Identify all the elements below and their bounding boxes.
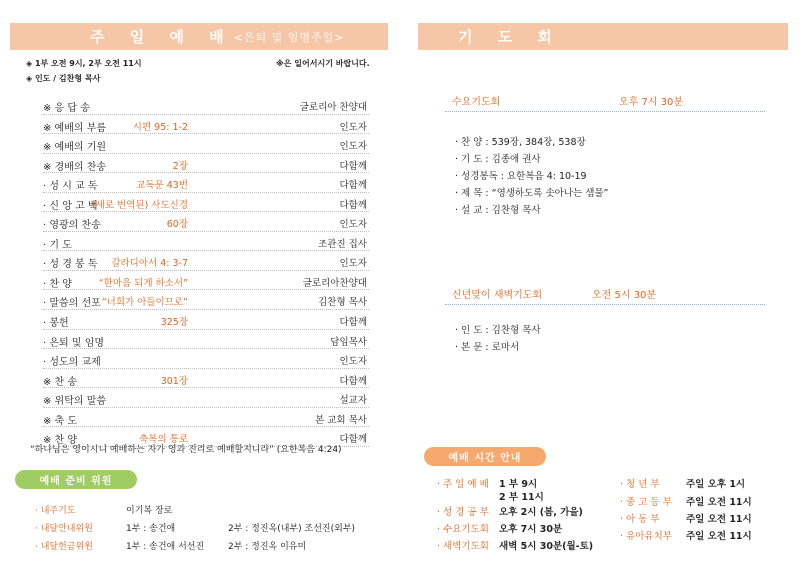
- schedule-value: 2 부 11시: [499, 492, 544, 503]
- order-item-label: · 은퇴 및 임명: [43, 337, 105, 349]
- schedule-value: 새벽 5시 30분(월-토): [499, 541, 594, 552]
- wednesday-item: · 찬 양 : 539장, 384장, 538장: [455, 137, 586, 148]
- wednesday-divider: [445, 111, 765, 112]
- schedule-value: 주일 오후 1시: [686, 479, 746, 490]
- order-item-label: · 영광의 찬송: [43, 220, 101, 232]
- wednesday-title: 수요기도회: [452, 97, 501, 108]
- schedule-label: · 청 년 부: [620, 479, 660, 490]
- order-item-leader: 김찬형 목사: [318, 297, 367, 309]
- schedule-label: · 주 일 예 배: [437, 479, 489, 490]
- schedule-value: 오후 7시 30분: [499, 524, 563, 535]
- schedule-title: 예배 시간 안내: [424, 447, 546, 466]
- schedule-left-label: [437, 521, 489, 535]
- order-item-detail: 갈라디아서 4: 3-7: [111, 258, 188, 270]
- order-item-detail: 축복의 통로: [139, 434, 188, 446]
- order-item-leader: 담임목사: [330, 336, 367, 348]
- schedule-value: 주일 오전 11시: [686, 497, 752, 508]
- order-item-detail: 301장: [160, 375, 188, 387]
- schedule-left-label: [437, 476, 489, 490]
- order-item-leader: 인도자: [339, 258, 367, 270]
- schedule-label: · 성 경 공 부: [437, 507, 489, 518]
- schedule-value: 주일 오전 11시: [686, 514, 752, 525]
- order-item-leader: 조관진 집사: [318, 238, 367, 250]
- schedule-right-value: [686, 528, 752, 542]
- order-item-label: · 성도의 교제: [43, 357, 101, 369]
- service-times-note: ◈ 1부 오전 9시, 2부 오전 11시: [26, 59, 142, 68]
- order-item-detail: (새로 번역된) 사도신경: [91, 199, 189, 211]
- scripture-verse: “하나님은 영이시니 예배하는 자가 영과 진리로 예배할지니라” (요한복음 4:24): [30, 445, 342, 455]
- order-item-label: · 찬 양: [43, 278, 72, 290]
- schedule-left-label: [437, 538, 489, 552]
- schedule-value: 1 부 9시: [499, 479, 538, 490]
- wednesday-item: · 성경봉독 : 요한복음 4: 10-19: [455, 171, 587, 182]
- committee-row-label: · 내주기도: [35, 506, 76, 516]
- schedule-right-value: [686, 494, 752, 508]
- schedule-right-value: [686, 511, 752, 525]
- committee-row-value-2: 2부 : 정진옥(내부) 조선진(외부): [228, 524, 356, 534]
- order-item-leader: 본 교회 목사: [315, 414, 367, 426]
- wednesday-time: 오후 7시 30분: [619, 97, 684, 108]
- schedule-label: · 유아유치부: [620, 531, 672, 542]
- leader-note: ◈ 인도 / 김찬형 목사: [26, 74, 101, 83]
- order-item-detail: 60장: [166, 219, 189, 231]
- order-item-label: ※ 위탁의 말씀: [43, 396, 107, 408]
- order-item-leader: 인도자: [339, 141, 367, 153]
- order-item-leader: 글로리아 찬양대: [299, 102, 367, 113]
- worship-subtitle: <은퇴 및 임명주일>: [233, 30, 345, 44]
- schedule-label: · 중 고 등 부: [620, 497, 672, 508]
- order-item-label: ※ 경배의 찬송: [43, 161, 107, 173]
- order-item-leader: 인도자: [339, 121, 367, 133]
- order-item-label: ※ 찬 송: [43, 376, 78, 388]
- order-item-detail: 325장: [160, 317, 188, 329]
- schedule-right-label: [620, 528, 672, 542]
- order-item-detail: 교독문 43번: [136, 180, 189, 192]
- schedule-value: 오후 2시 (봄, 가을): [499, 507, 583, 518]
- order-item-label: ※ 응 답 송: [43, 103, 90, 114]
- order-item-label: · 봉헌: [43, 318, 69, 330]
- schedule-left-value: [499, 504, 583, 518]
- order-item-detail: 시편 95: 1-2: [132, 121, 189, 133]
- schedule-left-label: [437, 504, 489, 518]
- order-item-leader: 다함께: [339, 434, 367, 446]
- schedule-left-value: [499, 521, 562, 535]
- order-item-label: · 성 경 봉 독: [43, 259, 98, 271]
- wednesday-item: · 설 교 : 김찬형 목사: [455, 205, 541, 216]
- order-item-leader: 설교자: [339, 395, 367, 407]
- order-item-label: ※ 찬 양: [43, 435, 78, 447]
- order-item-label: ※ 예배의 기원: [43, 142, 107, 154]
- prayer-header: [418, 23, 788, 50]
- committee-row-value: 1부 : 송건애: [126, 524, 176, 534]
- schedule-right-value: [686, 476, 745, 490]
- dawn-divider: [445, 304, 765, 305]
- order-item-leader: 인도자: [339, 356, 367, 368]
- dawn-item: · 인 도 : 김찬형 목사: [455, 325, 541, 336]
- order-item-label: ※ 축 도: [43, 415, 78, 427]
- committee-row-value-2: 2부 : 정진옥 이유미: [228, 542, 307, 552]
- wednesday-item: · 제 목 : “영생하도록 솟아나는 샘물”: [455, 188, 609, 199]
- order-item-label: · 성 시 교 독: [43, 181, 98, 193]
- committee-row-label: · 내달헌금위원: [35, 542, 93, 552]
- schedule-label: · 새벽기도회: [437, 541, 489, 552]
- worship-title: 주 일 예 배: [90, 28, 234, 46]
- committee-row-label: · 내달안내위원: [35, 524, 93, 534]
- schedule-right-label: [620, 476, 660, 490]
- schedule-left-value: [499, 538, 593, 552]
- dawn-item: · 본 문 : 로마서: [455, 342, 520, 353]
- schedule-label: · 수요기도회: [437, 524, 489, 535]
- wednesday-item: · 기 도 : 김종애 권사: [455, 154, 541, 165]
- order-item-detail: “너희가 아들이므로”: [101, 297, 188, 309]
- schedule-left-value: [499, 489, 544, 503]
- dawn-time: 오전 5시 30분: [592, 290, 657, 301]
- committee-row-value: 이기복 장로: [126, 506, 173, 516]
- standing-note: ※은 일어서시기 바랍니다.: [276, 59, 370, 68]
- order-item-label: · 기 도: [43, 239, 72, 251]
- order-item-label: · 말씀의 선포: [43, 298, 101, 310]
- order-item-detail: “한마음 되게 하소서”: [98, 277, 188, 289]
- order-item-label: · 신 앙 고 백: [43, 200, 98, 212]
- schedule-value: 주일 오전 11시: [686, 531, 752, 542]
- order-item-detail: 2장: [172, 160, 189, 172]
- order-item-leader: 글로리아찬양대: [302, 277, 367, 289]
- order-item-leader: 다함께: [339, 180, 367, 192]
- schedule-right-label: [620, 494, 672, 508]
- dawn-title: 신년맞이 새벽기도회: [452, 290, 543, 301]
- prayer-title: 기 도 회: [458, 28, 562, 46]
- committee-row-value: 1부 : 송건애 서선진: [126, 542, 205, 552]
- order-item-leader: 인도자: [339, 219, 367, 231]
- schedule-left-value: [499, 476, 537, 490]
- order-item-leader: 다함께: [339, 375, 367, 387]
- order-item-label: ※ 예배의 부름: [43, 122, 107, 134]
- schedule-right-label: [620, 511, 660, 525]
- order-item-leader: 다함께: [339, 160, 367, 172]
- order-item-leader: 다함께: [339, 199, 367, 211]
- order-item-leader: 다함께: [339, 317, 367, 329]
- schedule-label: · 아 동 부: [620, 514, 660, 525]
- committee-title: 예배 준비 위원: [15, 470, 137, 489]
